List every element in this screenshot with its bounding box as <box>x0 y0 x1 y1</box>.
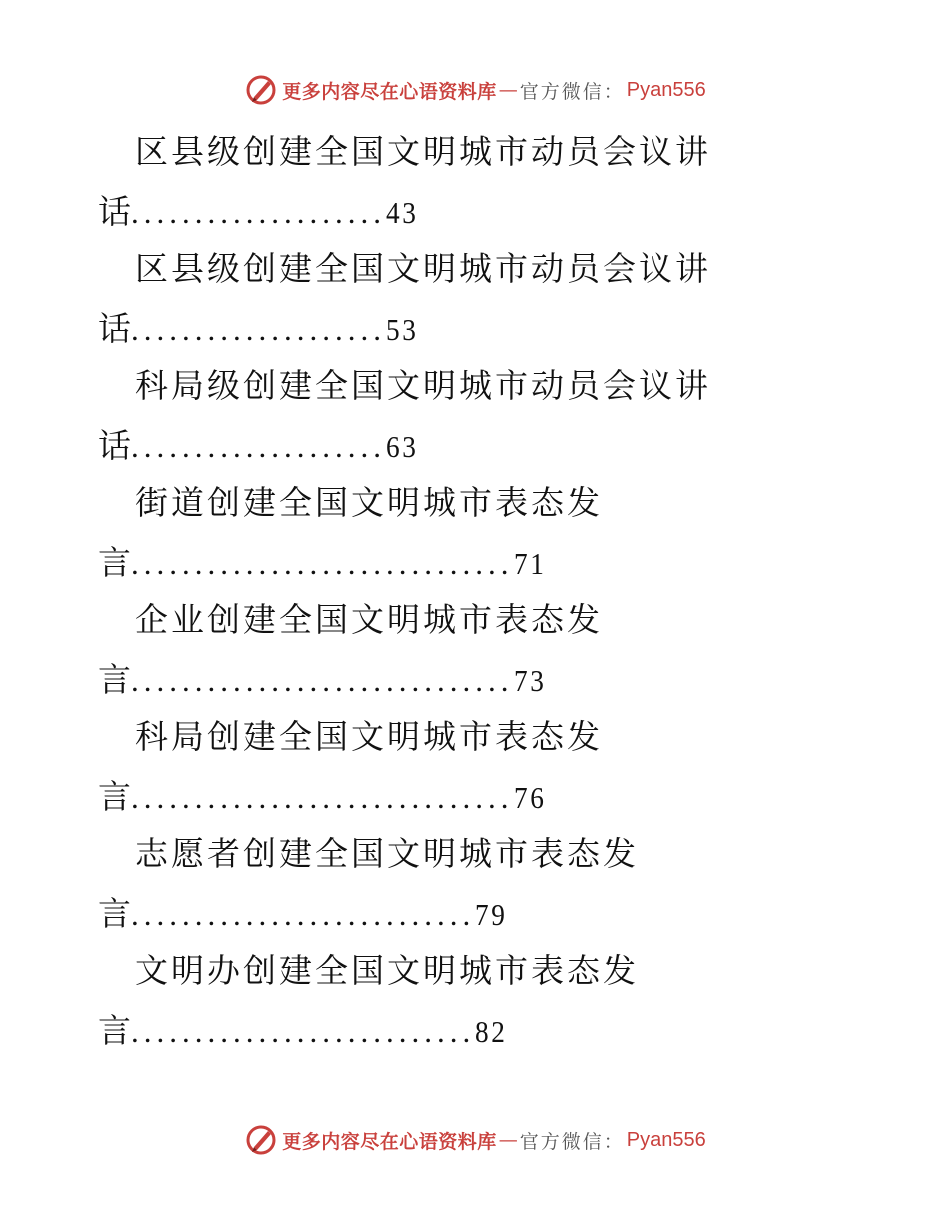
toc-page-number: 71 <box>513 546 547 581</box>
toc-entry-title[interactable]: 志愿者创建全国文明城市表态发 <box>135 834 639 873</box>
toc-dots: ........................... <box>131 897 476 932</box>
toc-dots: .............................. <box>131 780 514 815</box>
toc-entry-tail: 言 <box>98 894 131 933</box>
toc-page-number: 63 <box>386 429 419 464</box>
watermark-id: Pyan556 <box>626 78 706 101</box>
toc-entry-title[interactable]: 区县级创建全国文明城市动员会议讲 <box>135 249 711 288</box>
watermark-official: 官方微信： <box>519 1130 625 1153</box>
toc-dots: .............................. <box>131 546 514 581</box>
toc-entry-line[interactable] <box>98 303 423 350</box>
toc-dots: .................... <box>131 195 386 230</box>
toc-entry-tail: 言 <box>98 660 131 699</box>
watermark-dash: — <box>498 79 518 101</box>
header-watermark <box>0 70 950 110</box>
pen-logo-icon <box>244 73 278 107</box>
toc-entry-title[interactable]: 企业创建全国文明城市表态发 <box>135 600 603 639</box>
toc-page-number: 53 <box>386 312 419 347</box>
toc-entry-line[interactable] <box>98 771 551 818</box>
footer-watermark <box>0 1120 950 1160</box>
toc-page-number: 79 <box>475 897 508 932</box>
toc-entry-line[interactable] <box>98 186 423 233</box>
toc-dots: .................... <box>131 429 386 464</box>
watermark-text: 更多内容尽在心语资料库 <box>282 80 497 103</box>
toc-entry-line[interactable] <box>98 537 551 584</box>
pen-logo-icon <box>244 1123 278 1157</box>
toc-page-number: 43 <box>386 195 419 230</box>
toc-entry-tail: 言 <box>98 777 131 816</box>
watermark-id: Pyan556 <box>626 1128 706 1151</box>
toc-page-number: 73 <box>513 663 547 698</box>
toc-entry-tail: 言 <box>98 1011 131 1050</box>
toc-entry-line[interactable] <box>98 420 423 467</box>
toc-entry-tail: 言 <box>98 543 131 582</box>
toc-entry-line[interactable] <box>98 1005 512 1052</box>
toc-entry-title[interactable]: 科局级创建全国文明城市动员会议讲 <box>135 366 711 405</box>
toc-entry-line[interactable] <box>98 654 551 701</box>
toc-entry-title[interactable]: 街道创建全国文明城市表态发 <box>135 483 603 522</box>
toc-dots: .................... <box>131 312 386 347</box>
watermark-text: 更多内容尽在心语资料库 <box>282 1130 497 1153</box>
toc-entry-title[interactable]: 科局创建全国文明城市表态发 <box>135 717 603 756</box>
toc-dots: .............................. <box>131 663 514 698</box>
toc-entry-title[interactable]: 区县级创建全国文明城市动员会议讲 <box>135 132 711 171</box>
toc-page-number: 76 <box>513 780 547 815</box>
toc-page-number: 82 <box>475 1014 508 1049</box>
toc-entry-tail: 话 <box>98 309 131 348</box>
watermark-dash: — <box>498 1129 518 1151</box>
toc-dots: ........................... <box>131 1014 476 1049</box>
toc-entry-title[interactable]: 文明办创建全国文明城市表态发 <box>135 951 639 990</box>
toc-entry-line[interactable] <box>98 888 512 935</box>
toc-entry-tail: 话 <box>98 192 131 231</box>
watermark-official: 官方微信： <box>519 80 625 103</box>
toc-entry-tail: 话 <box>98 426 131 465</box>
